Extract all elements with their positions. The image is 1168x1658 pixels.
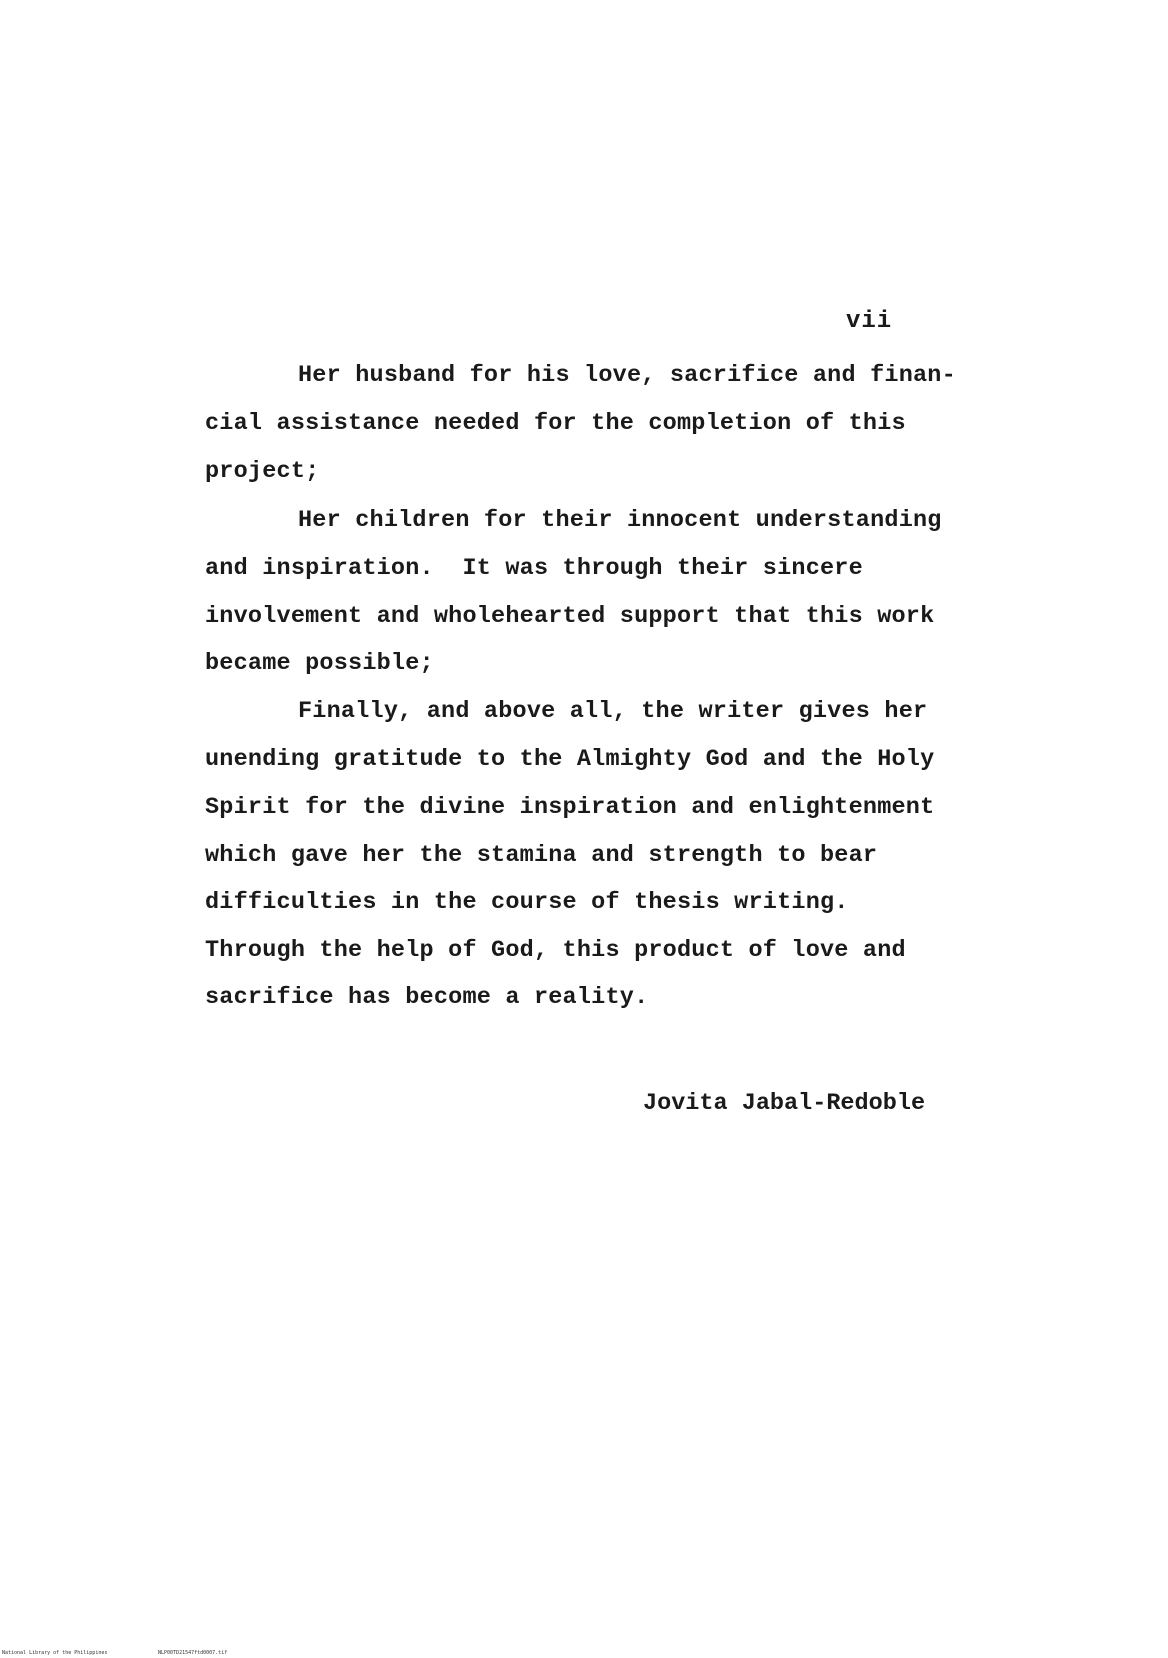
body-line: and inspiration. It was through their sincere (205, 555, 863, 582)
body-line: became possible; (205, 650, 434, 677)
body-line: cial assistance needed for the completion of this (205, 410, 906, 437)
footer-library: National Library of the Philippines (2, 1650, 108, 1656)
body-line: difficulties in the course of thesis writing. (205, 889, 849, 916)
body-line: sacrifice has become a reality. (205, 984, 649, 1011)
body-line: Finally, and above all, the writer gives her (298, 698, 928, 725)
page-number: vii (846, 308, 893, 335)
signature: Jovita Jabal-Redoble (643, 1090, 926, 1117)
body-line: Through the help of God, this product of love and (205, 937, 906, 964)
body-line: involvement and wholehearted support that this work (205, 603, 935, 630)
body-line: Spirit for the divine inspiration and enlightenment (205, 794, 935, 821)
body-line: Her children for their innocent understanding (298, 507, 942, 534)
body-line: unending gratitude to the Almighty God and the Holy (205, 746, 935, 773)
body-line: which gave her the stamina and strength to bear (205, 842, 878, 869)
footer-file: NLP00TD21547ftd0007.tif (158, 1650, 228, 1656)
body-line: Her husband for his love, sacrifice and finan- (298, 362, 956, 389)
body-line: project; (205, 458, 320, 485)
